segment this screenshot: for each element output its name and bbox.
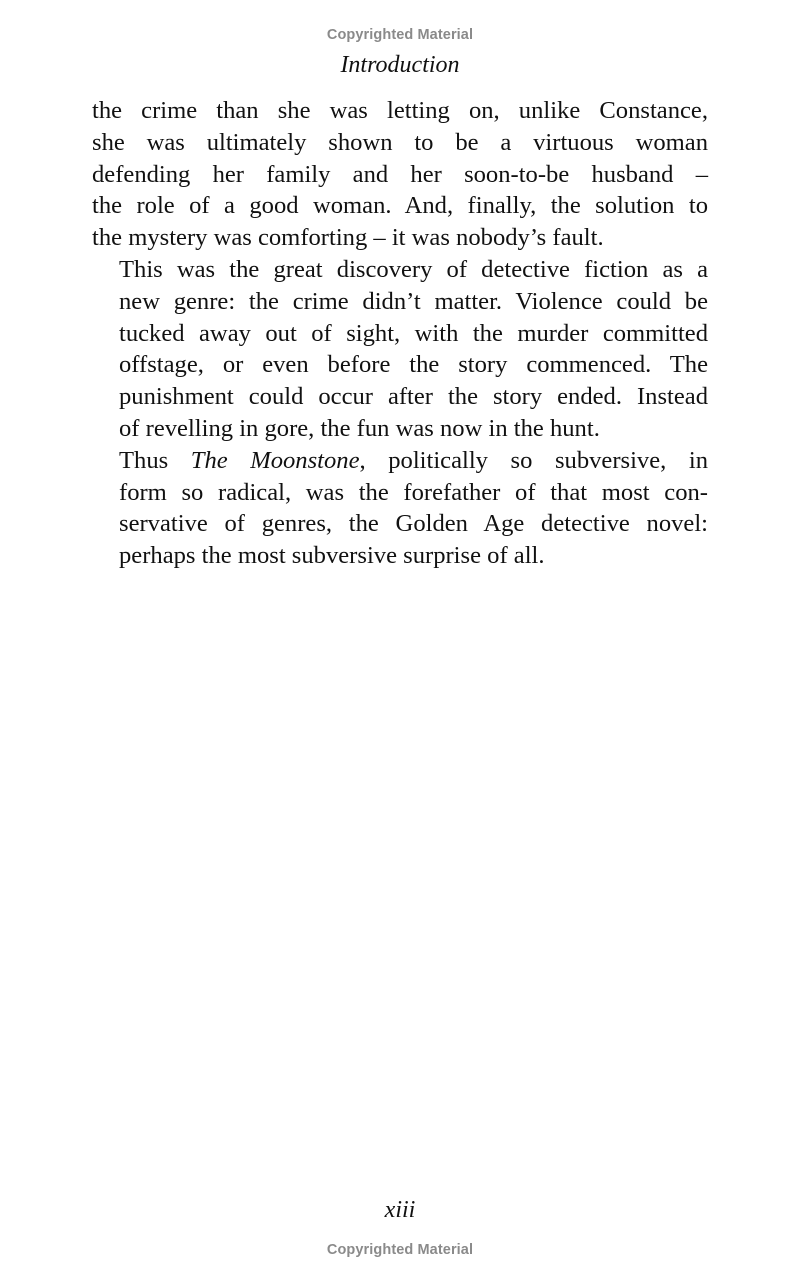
text-line: defending her family and her soon-to-be husband – (92, 160, 708, 188)
text-line: the crime than she was letting on, unlike Constance, (92, 97, 708, 124)
page-number: xiii (384, 1197, 416, 1223)
text-fragment: , politically so subversive, in (359, 446, 708, 474)
text-line: the mystery was comforting – it was nobody’s fault. (92, 224, 604, 252)
text-line: the role of a good woman. And, finally, the solution to (92, 192, 708, 220)
text-line: she was ultimately shown to be a virtuous woman (92, 128, 708, 156)
text-line: tucked away out of sight, with the murder committed (119, 319, 708, 347)
text-line: form so radical, was the forefather of that most con- (119, 478, 708, 506)
text-line (92, 445, 708, 477)
text-line: offstage, or even before the story commenced. The (119, 351, 708, 379)
watermark-bottom: Copyrighted Material (326, 1242, 474, 1258)
paragraph-1 (92, 95, 708, 254)
paragraph-2 (92, 254, 708, 445)
paragraph-3 (92, 445, 708, 572)
text-line: This was the great discovery of detective fiction as a (119, 255, 708, 283)
book-title: The Moonstone (190, 446, 360, 474)
running-head: Introduction (340, 52, 460, 78)
body-text (92, 95, 708, 572)
text-line: of revelling in gore, the fun was now in the hunt. (119, 414, 600, 442)
text-fragment: Thus (119, 446, 191, 474)
text-line: servative of genres, the Golden Age detective novel: (119, 510, 708, 538)
text-line: perhaps the most subversive surprise of all. (119, 542, 545, 570)
watermark-top: Copyrighted Material (326, 27, 474, 43)
text-line: punishment could occur after the story ended. Instead (119, 383, 708, 411)
text-line: new genre: the crime didn’t matter. Violence could be (119, 287, 708, 315)
